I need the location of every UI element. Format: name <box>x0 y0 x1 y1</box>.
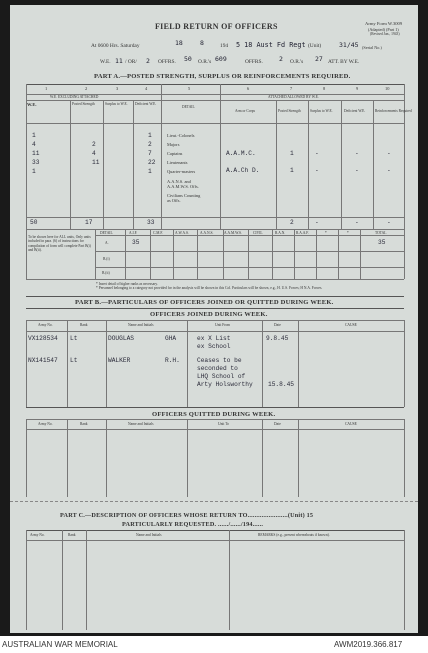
archive-footer <box>0 636 428 653</box>
form-title: FIELD RETURN OF OFFICERS <box>155 22 278 31</box>
footnote-2: * Personnel belonging to a category not provided for in the analysis will be shown in this Col. Particulars will be shown, e.g., H. U.S. Forces; H N.A. Forces. <box>96 286 323 290</box>
aif-a-value: 35 <box>132 239 140 246</box>
army-form-no: Army Form W.3009 <box>365 21 403 26</box>
we-label: W.E. <box>100 59 111 65</box>
quitted-title: OFFICERS QUITTED DURING WEEK. <box>152 411 276 418</box>
att-label: ATT. BY W.E. <box>328 59 360 65</box>
return-day: 18 <box>175 39 183 47</box>
we-col-label: W.E. <box>27 102 37 107</box>
offrs-value: 50 <box>184 55 192 63</box>
return-year: 194 <box>220 43 229 49</box>
ors2-value: 27 <box>315 55 323 63</box>
unit-name: 5 18 Aust Fd Regt <box>236 41 306 49</box>
return-month: 8 <box>200 39 204 47</box>
total-a-value: 35 <box>378 239 386 246</box>
breakdown-note: To be shown here for ALL units, Only units included in para. (6) of instructions for compilation of form will complete Part B(i) and B(ii). <box>28 235 91 252</box>
partC-title-1: PART C.—DESCRIPTION OF OFFICERS WHOSE RETURN TO.......................(Unit) 15 <box>60 512 314 519</box>
detail-header: DETAIL <box>182 105 195 109</box>
footnote-1: * Insert detail of higher ranks as necessary. <box>96 282 158 286</box>
revised-label: (Revised Jan., 1943) <box>370 32 400 36</box>
ors2-label: O.R.'s <box>290 59 304 65</box>
return-time-label: At 0600 Hrs. Saturday <box>91 43 140 49</box>
partA-title: PART A.—POSTED STRENGTH, SURPLUS OR REINFORCEMENTS REQUIRED. <box>94 73 351 80</box>
attached-header: ATTACHED ALLOWED BY W.E. <box>268 95 319 99</box>
serial-no: 31/45 <box>339 41 359 49</box>
footer-accession: AWM2019.366.817 <box>334 640 403 649</box>
or-value: 2 <box>146 57 150 65</box>
offrs-label: OFFRS. <box>158 59 176 65</box>
offrs2-label: OFFRS. <box>245 59 263 65</box>
offrs2-value: 2 <box>279 55 283 63</box>
we-value: 11 <box>115 57 123 65</box>
partB-title: PART B.—PARTICULARS OF OFFICERS JOINED OR QUITTED DURING WEEK. <box>75 299 334 306</box>
we-excl-header: W.E. EXCLUDING ATTACHED <box>50 95 99 99</box>
serial-label: (Serial No.) <box>362 45 382 50</box>
form-sheet: FIELD RETURN OF OFFICERS Army Form W.3009 (Adapted) (Part 1) (Revised Jan., 1943) At 0600 Hrs. Saturday 18 8 194 5 18 Aust Fd Regt (Unit) 31/45 (Serial No.) W.E. 11 / OR/ 2 OFFRS. 50 O.R.'s 609 OFFRS. 2 O.R.'s 27 ATT. BY W.E. PART A.—POSTED STRENGTH, SURPLUS OR REINFORCEMENTS REQUIRED. 1 2 3 4 5 6 7 8 9 10 W.E. EXCLUDING ATTACHED DETAIL ATTACHED ALLOWED BY W.E. W.E. Posted Strength Surplus to W.E. Deficient W.E. Arm or Corps Posted Strength Surplus to W.E. Deficient W.E. Reinforcements Required 1 1 Lieut.-Colonels 4 2 2 Majors 11 4 7 Captains A.A.M.C. 1 - - - 33 11 22 Lieutenants A.A.Ch D. 1 - - - 1 1 Quarter-masters A.A.N.S. and A.A.M.W.S. Offs. Civilians Counting as Offs. 50 17 33 2 - - - To be shown here for ALL units, Only units included in para. (6) of instructions for compilation of form will complete Part B(i) and B(ii). DETAIL A.I.F. C.M.F. A.W.A.S. A.A.N.S. A.A.M.W.S. CIVIL R.A.N. R.A.A.F. * * TOTAL A. B.(i) B.(ii) 35 35 * Insert detail of higher ranks as necessary. * Personnel belonging to a category not provided for in the analysis will be shown in this Col. Particulars will be shown, e.g., H. U.S. Forces; H N.A. Forces. PART B.—PARTICULARS OF OFFICERS JOINED OR QUITTED DURING WEEK. OFFICERS JOINED DURING WEEK. Army No. Rank Name and Initials Unit From Date CAUSE VX128534 Lt DOUGLAS GHA ex X List ex School 9.8.45 NX141547 Lt WALKER R.H. Ceases to be seconded to LHQ School of Arty Holsworthy 15.8.45 OFFICERS QUITTED DURING WEEK. Army No. Rank Name and Initials Unit To Date CAUSE PART C.—DESCRIPTION OF OFFICERS WHOSE RETURN TO.......................(Unit) 15 PARTICULARLY REQUESTED. ....../....../194...... Army No. Rank Name and Initials REMARKS (e.g., present whereabouts if known). <box>10 5 418 633</box>
footer-institution: AUSTRALIAN WAR MEMORIAL <box>2 640 118 649</box>
or-separator: / OR/ <box>125 59 137 65</box>
adapted-label: (Adapted) (Part 1) <box>368 27 399 32</box>
ors-label: O.R.'s <box>198 59 212 65</box>
partC-title-2: PARTICULARLY REQUESTED. ....../....../194...... <box>122 521 264 528</box>
joined-title: OFFICERS JOINED DURING WEEK. <box>150 311 268 318</box>
unit-label: (Unit) <box>308 43 322 49</box>
ors-value: 609 <box>215 55 227 63</box>
